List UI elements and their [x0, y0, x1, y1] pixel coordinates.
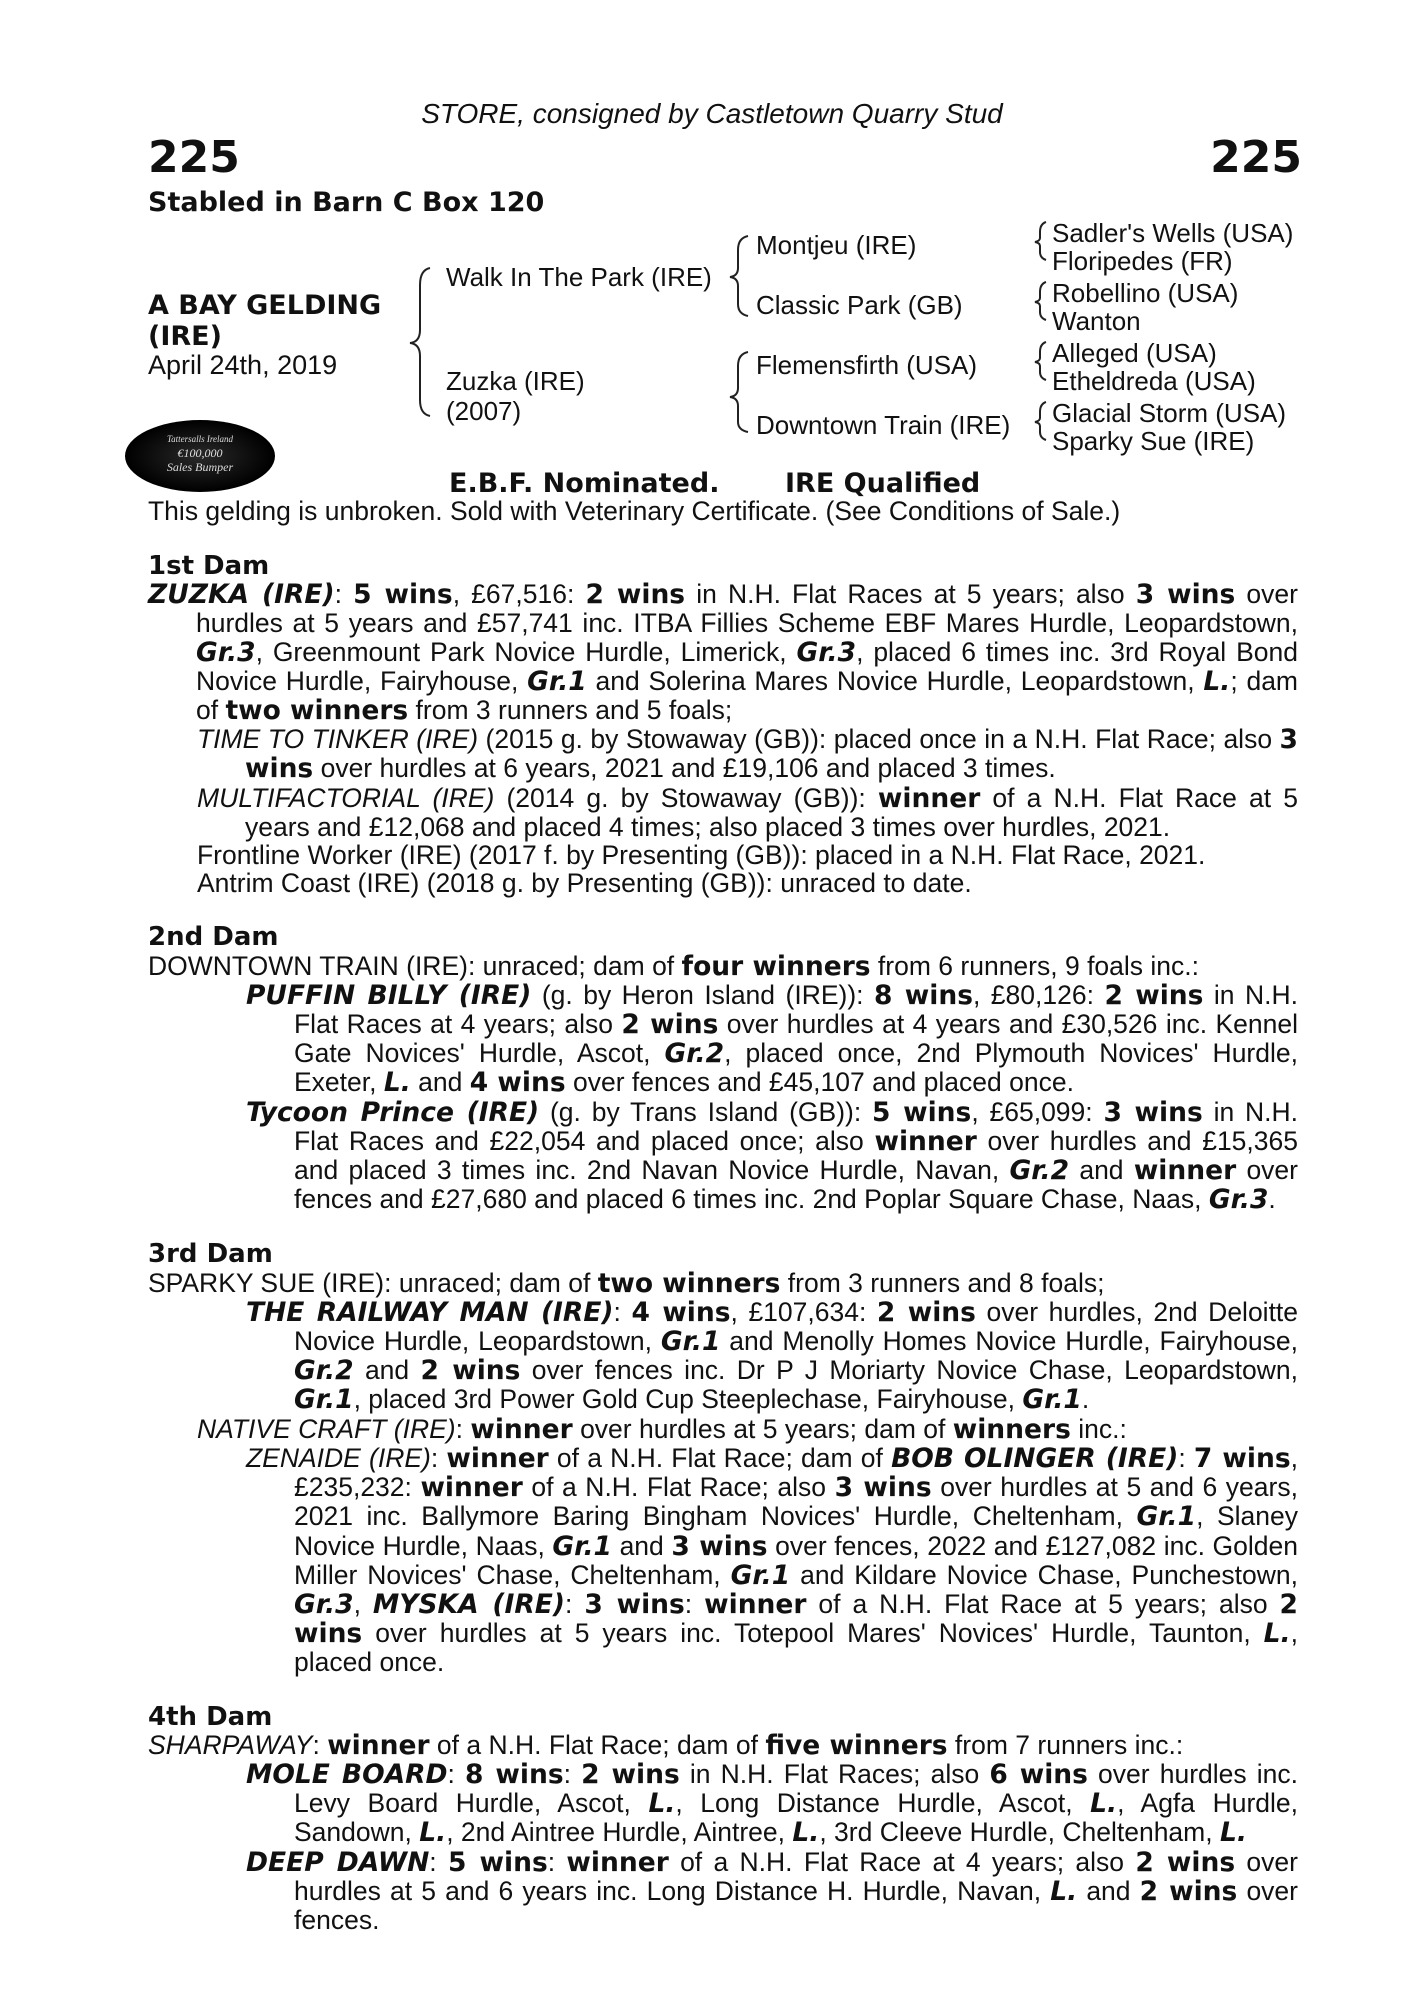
- badge-line2: €100,000: [177, 446, 223, 460]
- badge-line1: Tattersalls Ireland: [166, 434, 234, 444]
- dam-record: SPARKY SUE (IRE): unraced; dam of two winners from 3 runners and 8 foals;: [148, 1267, 1105, 1299]
- gg-2: Floripedes (FR): [1052, 246, 1233, 276]
- lot-number-left: 225: [148, 132, 240, 183]
- dam: Zuzka (IRE): [446, 366, 585, 396]
- bracket-main: [410, 268, 430, 416]
- section-3rd-dam: 3rd Dam: [148, 1239, 273, 1270]
- section-2nd-dam: 2nd Dam: [148, 922, 279, 953]
- badge-line3: Sales Bumper: [166, 460, 234, 474]
- dam-sire: Flemensfirth (USA): [756, 350, 978, 380]
- produce-item: Tycoon Prince (IRE) (g. by Trans Island (GB)): 5 wins, £65,099: 3 wins in N.H. Flat Races and £22,054 and placed once; also winner over hurdles and £15,365 and placed 3 times inc. 2nd Navan Novice Hurdle, Navan, Gr.2 and winner over fences and £27,680 and placed 6 times inc. 2nd Poplar Square Chase, Naas, Gr.3.: [246, 1096, 1298, 1216]
- produce-record: [148, 552, 1298, 1934]
- produce-item: MULTIFACTORIAL (IRE) (2014 g. by Stowaway (GB)): winner of a N.H. Flat Race at 5 years and £12,068 and placed 4 times; also placed 3 times over hurdles, 2021.: [197, 782, 1298, 842]
- consignor-line: STORE, consigned by Castletown Quarry Stud: [421, 98, 1003, 129]
- section-4th-dam: 4th Dam: [148, 1701, 273, 1732]
- foaling-date: April 24th, 2019: [148, 350, 338, 380]
- sire: Walk In The Park (IRE): [446, 262, 712, 292]
- ire-qualified: IRE Qualified: [785, 468, 981, 499]
- produce-item: TIME TO TINKER (IRE) (2015 g. by Stowaway (GB)): placed once in a N.H. Flat Race; also 3 wins over hurdles at 6 years, 2021 and £19,106 and placed 3 times.: [197, 724, 1298, 785]
- sales-bumper-badge-icon: [125, 420, 275, 492]
- dam-dam: Downtown Train (IRE): [756, 410, 1011, 440]
- gg-8: Sparky Sue (IRE): [1052, 426, 1255, 456]
- gg-4: Wanton: [1052, 306, 1141, 336]
- produce-item: Frontline Worker (IRE) (2017 f. by Presenting (GB)): placed in a N.H. Flat Race, 2021.: [197, 840, 1206, 871]
- bracket-gg3: [1035, 342, 1046, 380]
- bracket-gg1: [1035, 222, 1046, 260]
- bracket-sire: [730, 236, 748, 316]
- produce-item: THE RAILWAY MAN (IRE): 4 wins, £107,634: 2 wins over hurdles, 2nd Deloitte Novice Hurdle, Leopardstown, Gr.1 and Menolly Homes Novice Hurdle, Fairyhouse, Gr.2 and 2 wins over fences inc. Dr P J Moriarty Novice Chase, Leopardstown, Gr.1, placed 3rd Power Gold Cup Steeplechase, Fairyhouse, Gr.1.: [246, 1296, 1299, 1416]
- gg-5: Alleged (USA): [1052, 338, 1217, 368]
- gg-6: Etheldreda (USA): [1052, 366, 1256, 396]
- produce-item: NATIVE CRAFT (IRE): winner over hurdles at 5 years; dam of winners inc.:: [197, 1413, 1127, 1445]
- dam-year: (2007): [446, 396, 522, 426]
- bracket-gg2: [1035, 282, 1046, 320]
- gg-3: Robellino (USA): [1052, 278, 1239, 308]
- lot-number-right: 225: [1210, 132, 1302, 183]
- gg-1: Sadler's Wells (USA): [1052, 218, 1294, 248]
- horse-description-line1: A BAY GELDING: [148, 290, 382, 321]
- produce-item: PUFFIN BILLY (IRE) (g. by Heron Island (IRE)): 8 wins, £80,126: 2 wins in N.H. Flat Races at 4 years; also 2 wins over hurdles at 4 years and £30,526 inc. Kennel Gate Novices' Hurdle, Ascot, Gr.2, placed once, 2nd Plymouth Novices' Hurdle, Exeter, L. and 4 wins over fences and £45,107 and placed once.: [246, 979, 1298, 1099]
- sire-dam: Classic Park (GB): [756, 290, 963, 320]
- gg-7: Glacial Storm (USA): [1052, 398, 1287, 428]
- produce-item: DEEP DAWN: 5 wins: winner of a N.H. Flat Race at 4 years; also 2 wins over hurdles at 5 and 6 years inc. Long Distance H. Hurdle, Navan, L. and 2 wins over fences.: [246, 1846, 1298, 1935]
- sire-sire: Montjeu (IRE): [756, 230, 917, 260]
- dam-record: SHARPAWAY: winner of a N.H. Flat Race; dam of five winners from 7 runners inc.:: [148, 1729, 1184, 1761]
- bracket-dam: [730, 352, 748, 432]
- produce-item: MOLE BOARD: 8 wins: 2 wins in N.H. Flat Races; also 6 wins over hurdles inc. Levy Board Hurdle, Ascot, L., Long Distance Hurdle, Ascot, L., Agfa Hurdle, Sandown, L., 2nd Aintree Hurdle, Aintree, L., 3rd Cleeve Hurdle, Cheltenham, L.: [246, 1758, 1298, 1849]
- produce-item: ZENAIDE (IRE): winner of a N.H. Flat Race; dam of BOB OLINGER (IRE): 7 wins, £235,232: winner of a N.H. Flat Race; also 3 wins over hurdles at 5 and 6 years, 2021 inc. Ballymore Baring Bingham Novices' Hurdle, Cheltenham, Gr.1, Slaney Novice Hurdle, Naas, Gr.1 and 3 wins over fences, 2022 and £127,082 inc. Golden Miller Novices' Chase, Cheltenham, Gr.1 and Kildare Novice Chase, Punchestown, Gr.3, MYSKA (IRE): 3 wins: winner of a N.H. Flat Race at 5 years; also 2 wins over hurdles at 5 years inc. Totepool Mares' Novices' Hurdle, Taunton, L., placed once.: [246, 1442, 1298, 1678]
- produce-item: Antrim Coast (IRE) (2018 g. by Presenting (GB)): unraced to date.: [197, 868, 972, 899]
- section-1st-dam: 1st Dam: [148, 551, 270, 581]
- stabled-location: Stabled in Barn C Box 120: [148, 187, 545, 218]
- sale-note: This gelding is unbroken. Sold with Veterinary Certificate. (See Conditions of Sale.): [148, 496, 1121, 526]
- ebf-nominated: E.B.F. Nominated.: [449, 468, 720, 499]
- dam-record: ZUZKA (IRE): 5 wins, £67,516: 2 wins in N.H. Flat Races at 5 years; also 3 wins over hurdles at 5 years and £57,741 inc. ITBA Fillies Scheme EBF Mares Hurdle, Leopardstown, Gr.3, Greenmount Park Novice Hurdle, Limerick, Gr.3, placed 6 times inc. 3rd Royal Bond Novice Hurdle, Fairyhouse, Gr.1 and Solerina Mares Novice Hurdle, Leopardstown, L.; dam of two winners from 3 runners and 5 foals;: [148, 579, 1299, 727]
- dam-record: DOWNTOWN TRAIN (IRE): unraced; dam of four winners from 6 runners, 9 foals inc.:: [148, 950, 1200, 982]
- bracket-gg4: [1035, 402, 1046, 440]
- horse-description-line2: (IRE): [148, 321, 222, 352]
